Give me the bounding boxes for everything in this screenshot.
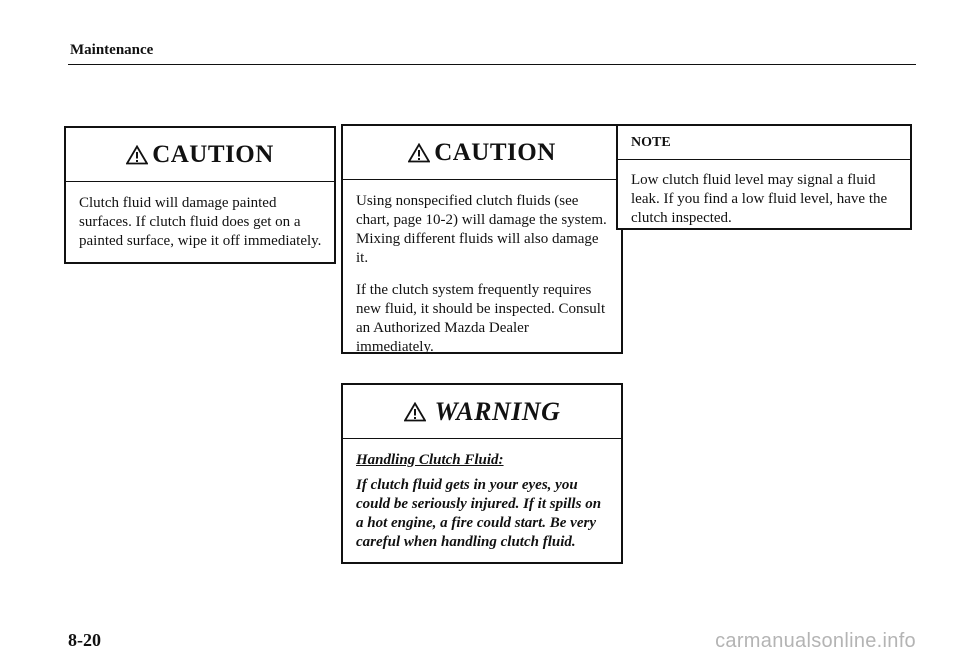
- warning-heading: WARNING: [434, 396, 561, 426]
- warning-box: [341, 383, 623, 564]
- header-divider: [68, 64, 916, 65]
- section-title: Maintenance: [70, 42, 154, 58]
- caution-heading: CAUTION: [434, 138, 556, 166]
- warning-triangle-icon: [404, 402, 426, 422]
- note-heading: NOTE: [631, 134, 671, 150]
- warning-text: [343, 439, 621, 562]
- caution-box-fluids: [341, 124, 623, 354]
- caution-paragraph: Clutch fluid will damage painted surfaces. If clutch fluid does get on a painted surface, wipe it off immediately.: [79, 195, 322, 249]
- caution-header: [66, 128, 334, 182]
- warning-triangle-icon: [408, 143, 430, 163]
- note-text: [618, 160, 910, 238]
- note-header: [618, 126, 910, 160]
- caution-paragraph-1: Using nonspecified clutch fluids (see chart, page 10-2) will damage the system. Mixing different fluids will also damage it.: [356, 193, 607, 266]
- note-box: [616, 124, 912, 230]
- caution-text: [66, 182, 334, 261]
- page-number: 8-20: [68, 630, 101, 650]
- warning-paragraph: If clutch fluid gets in your eyes, you could be seriously injured. If it spills on a hot engine, a fire could start. Be very careful when handling clutch fluid.: [356, 477, 602, 550]
- note-paragraph: Low clutch fluid level may signal a fluid leak. If you find a low fluid level, have the clutch inspected.: [631, 172, 888, 226]
- warning-header: [343, 385, 621, 439]
- watermark: carmanualsonline.info: [715, 630, 916, 652]
- caution-paragraph-2: If the clutch system frequently requires new fluid, it should be inspected. Consult an Authorized Mazda Dealer immediately.: [356, 282, 606, 355]
- caution-header: [343, 126, 621, 180]
- caution-box-paint: [64, 126, 336, 264]
- caution-heading: CAUTION: [152, 140, 274, 168]
- warning-subheading: Handling Clutch Fluid:: [356, 452, 504, 468]
- warning-triangle-icon: [126, 145, 148, 165]
- caution-text: [343, 180, 621, 367]
